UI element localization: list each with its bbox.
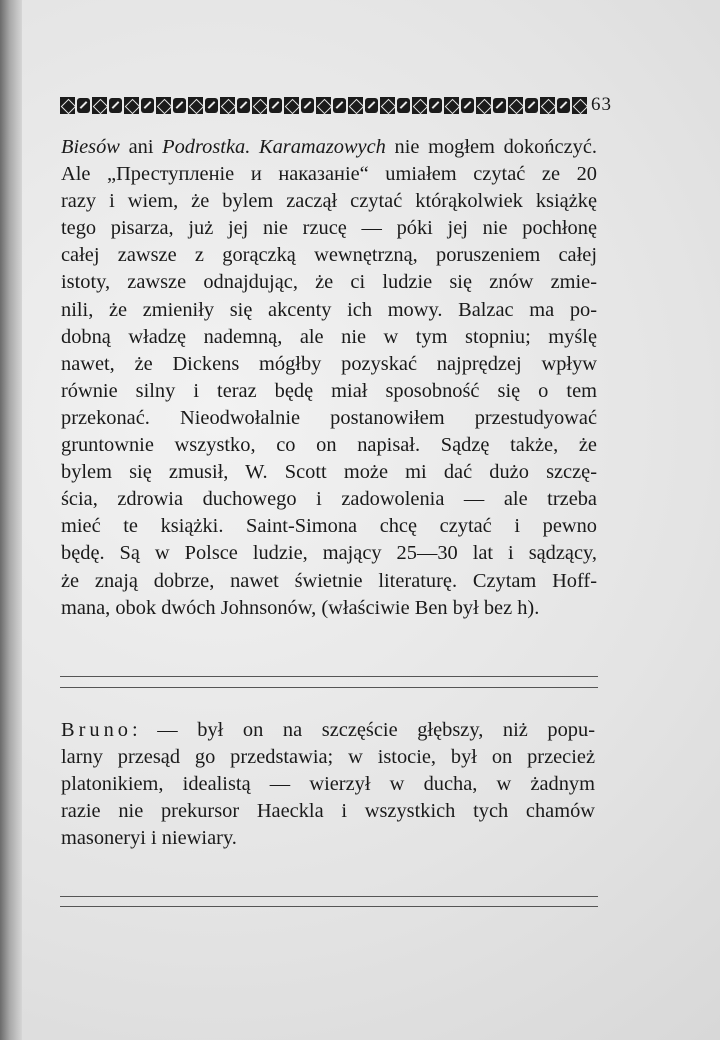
text-line: istoty, zawsze odnajdując, że ci ludzie się znów zmie- (61, 271, 597, 294)
ornament-tile-icon (348, 97, 363, 114)
text-line: masoneryi i niewiary. (61, 827, 237, 850)
text-line: że znają dobrze, nawet świetnie literaturę. Czytam Hoff- (61, 569, 597, 592)
ornament-leaf-icon (525, 98, 538, 113)
text-line: całej zawsze z gorączką wewnętrzną, poruszeniem całej (61, 244, 597, 267)
text-line: dobną władzę nademną, ale nie w tym stopniu; myślę (61, 325, 597, 348)
ornament-tile-icon (380, 97, 395, 114)
divider-rule (60, 687, 598, 688)
note-name: Bruno (61, 719, 132, 741)
ornament-tile-icon (540, 97, 555, 114)
text-line: larny przesąd go przedstawia; w istocie, był on przecież (61, 746, 595, 769)
text-line: bylem się zmusił, W. Scott może mi dać dużo szczę- (61, 461, 597, 484)
ornament-leaf-icon (301, 98, 314, 113)
ornament-tile-icon (124, 97, 139, 114)
text-line: razy i wiem, że bylem zaczął czytać którąkolwiek książkę (61, 190, 597, 213)
ornament-tile-icon (60, 97, 75, 114)
ornament-leaf-icon (557, 98, 570, 113)
text-line: mieć te książki. Saint-Simona chcę czytać i pewno (61, 515, 597, 538)
ornament-tile-icon (508, 97, 523, 114)
page-number: 63 (591, 94, 612, 115)
ornament-tile-icon (316, 97, 331, 114)
divider-rule (60, 676, 598, 677)
ornament-leaf-icon (109, 98, 122, 113)
ornament-leaf-icon (333, 98, 346, 113)
text-fragment: nie mogłem dokończyć. (385, 136, 598, 158)
text-line: tego pisarza, już jej nie rzucę — póki jej nie pochłonę (61, 217, 597, 240)
divider-rule (60, 896, 598, 897)
book-title: Biesów (61, 136, 120, 158)
book-spine-shadow (0, 0, 22, 1040)
book-title: Podrostka. Karamazowych (162, 136, 386, 158)
ornament-leaf-icon (173, 98, 186, 113)
text-line (61, 717, 595, 744)
text-line: przekonać. Nieodwołalnie postanowiłem przestudyować (61, 406, 597, 429)
text-line: równie silny i teraz będę miał sposobność się o tem (61, 379, 597, 402)
ornament-leaf-icon (269, 98, 282, 113)
divider-rule (60, 906, 598, 907)
text-line: razie nie prekursor Haeckla i wszystkich tych chamów (61, 800, 595, 823)
page-header (60, 92, 612, 118)
ornament-leaf-icon (77, 98, 90, 113)
ornament-tile-icon (252, 97, 267, 114)
ornament-leaf-icon (205, 98, 218, 113)
text-line: nawet, że Dickens mógłby pozyskać najprędzej wpływ (61, 352, 597, 375)
text-line: nili, że zmieniły się akcenty ich mowy. Balzac ma po- (61, 298, 597, 321)
text-line: Ale „Преступленіе и наказаніе“ umiałem czytać ze 20 (61, 163, 597, 186)
ornament-leaf-icon (493, 98, 506, 113)
note-block (61, 717, 595, 852)
text-fragment: : — był on na szczęście głębszy, niż popu- (131, 719, 595, 741)
text-fragment: ani (119, 136, 163, 158)
ornament-tile-icon (412, 97, 427, 114)
ornament-tile-icon (188, 97, 203, 114)
ornament-leaf-icon (397, 98, 410, 113)
ornament-leaf-icon (237, 98, 250, 113)
text-line: platonikiem, idealistą — wierzył w ducha, w żadnym (61, 773, 595, 796)
ornament-tile-icon (572, 97, 587, 114)
text-line: ścia, zdrowia duchowego i zadowolenia — ale trzeba (61, 488, 597, 511)
ornament-leaf-icon (365, 98, 378, 113)
ornamental-border (60, 97, 587, 114)
ornament-tile-icon (284, 97, 299, 114)
text-line: mana, obok dwóch Johnsonów, (właściwie Ben był bez h). (61, 596, 540, 619)
ornament-leaf-icon (429, 98, 442, 113)
text-line: będę. Są w Polsce ludzie, mający 25—30 lat i sądzący, (61, 542, 597, 565)
text-line (61, 134, 597, 161)
main-text-block (61, 134, 597, 622)
text-line: gruntownie wszystko, co on napisał. Sądzę także, że (61, 434, 597, 457)
ornament-tile-icon (92, 97, 107, 114)
ornament-tile-icon (220, 97, 235, 114)
ornament-leaf-icon (461, 98, 474, 113)
ornament-leaf-icon (141, 98, 154, 113)
ornament-tile-icon (444, 97, 459, 114)
ornament-tile-icon (476, 97, 491, 114)
ornament-tile-icon (156, 97, 171, 114)
